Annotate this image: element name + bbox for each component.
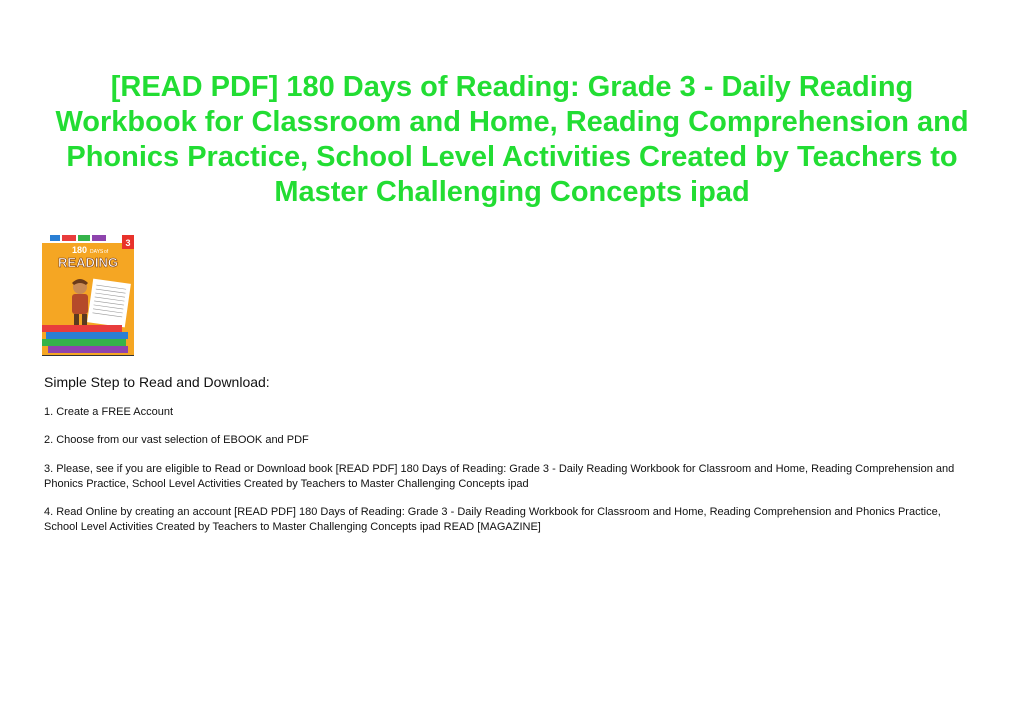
book-cover-image [42,233,134,356]
step-item-check-eligibility: 3. Please, see if you are eligible to Read or Download book [READ PDF] 180 Days of Reading: Grade 3 - Daily Reading Workbook for Classroom and Home, Reading Comprehension and Phonics Practice, School Level Activities Created by Teachers to Master Challenging Concepts ipad [44,463,955,490]
cover-reading-label: READING [58,255,118,270]
step-item-read-online: 4. Read Online by creating an account [READ PDF] 180 Days of Reading: Grade 3 - Daily Reading Workbook for Classroom and Home, Reading Comprehension and Phonics Practice, School Level Activities Created by Teachers to Master Challenging Concepts ipad READ [MAGAZINE] [44,506,941,533]
cover-brand-label: 180 [72,245,88,255]
grade-number-label: 3 [125,238,131,248]
cover-of-label: of [104,249,109,255]
document-title: [READ PDF] 180 Days of Reading: Grade 3 - Daily Reading Workbook for Classroom and Home, Reading Comprehension and Phonics Practice, School Level Activities Created by Teachers to Master Challenging Concepts ipad [55,71,969,208]
step-item-choose-selection: 2. Choose from our vast selection of EBOOK and PDF [44,434,309,446]
step-item-create-account: 1. Create a FREE Account [44,406,174,418]
steps-heading: Simple Step to Read and Download: [44,374,270,390]
cover-days-label: DAYS [90,249,104,255]
